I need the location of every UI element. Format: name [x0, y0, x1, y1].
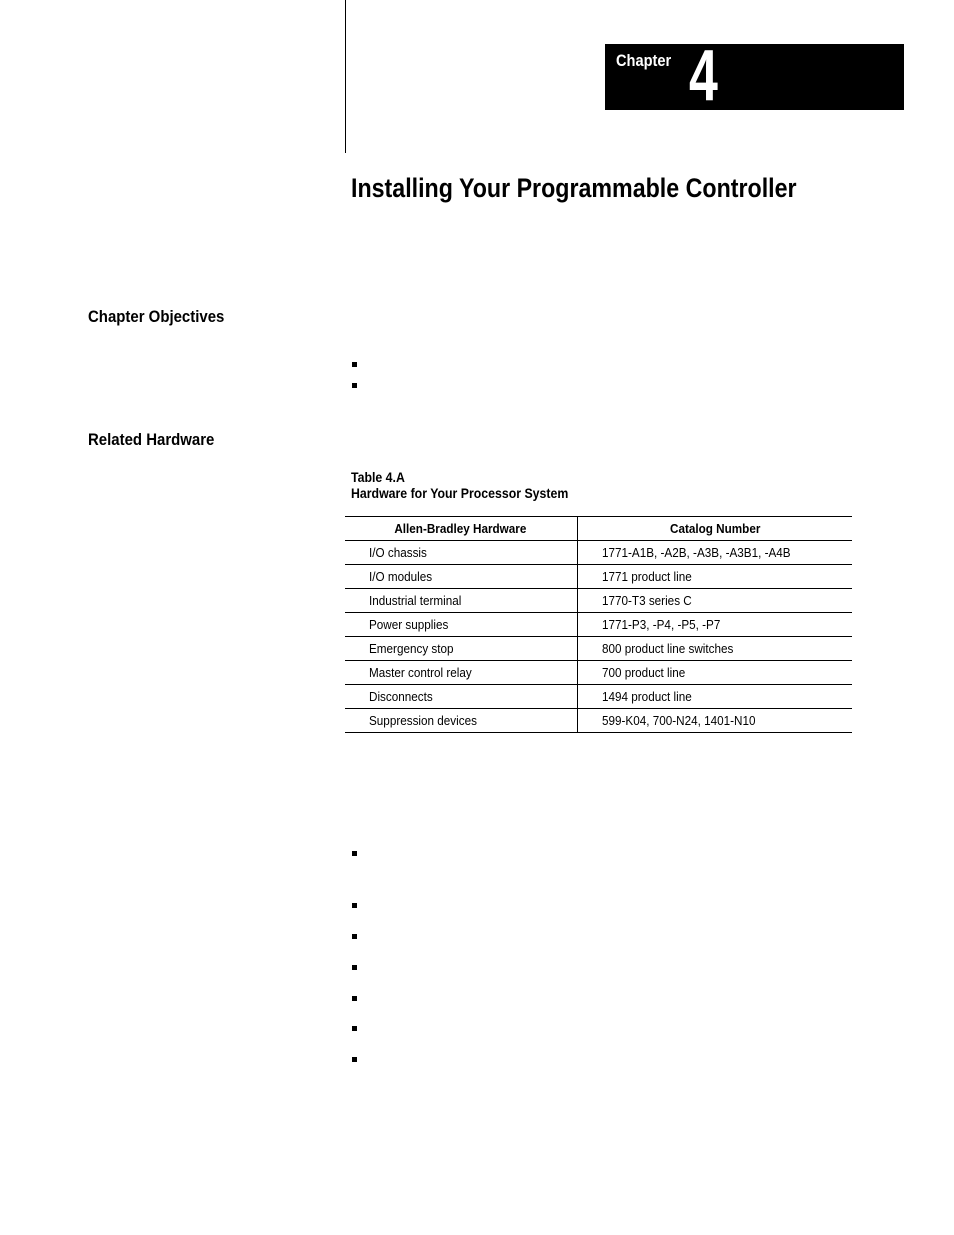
bullet-marker — [352, 996, 357, 1001]
column-header-hardware: Allen-Bradley Hardware — [345, 517, 577, 541]
cell-catalog: 1771-A1B, -A2B, -A3B, -A3B1, -A4B — [577, 541, 852, 565]
page-title: Installing Your Programmable Controller — [351, 173, 797, 203]
cell-hardware: Industrial terminal — [345, 589, 577, 613]
cell-catalog: 1771 product line — [577, 565, 852, 589]
cell-catalog: 1494 product line — [577, 685, 852, 709]
table-number: Table 4.A — [351, 469, 405, 485]
bullet-marker — [352, 1026, 357, 1031]
chapter-label: Chapter — [616, 51, 672, 70]
table-row — [345, 589, 852, 613]
column-header-catalog: Catalog Number — [577, 517, 852, 541]
section-heading-objectives: Chapter Objectives — [88, 307, 225, 326]
table-row — [345, 541, 852, 565]
cell-hardware: Emergency stop — [345, 637, 577, 661]
chapter-tab — [605, 36, 904, 116]
cell-hardware: Suppression devices — [345, 709, 577, 733]
cell-hardware: I/O chassis — [345, 541, 577, 565]
bullet-marker — [352, 903, 357, 908]
margin-rule — [345, 0, 346, 153]
table-row — [345, 709, 852, 733]
cell-hardware: I/O modules — [345, 565, 577, 589]
table-caption — [351, 469, 568, 501]
cell-hardware: Disconnects — [345, 685, 577, 709]
bullet-marker — [352, 362, 357, 367]
cell-catalog: 1770-T3 series C — [577, 589, 852, 613]
cell-catalog: 800 product line switches — [577, 637, 852, 661]
bullet-marker — [352, 965, 357, 970]
table-row — [345, 565, 852, 589]
cell-hardware: Power supplies — [345, 613, 577, 637]
cell-catalog: 1771-P3, -P4, -P5, -P7 — [577, 613, 852, 637]
table-row — [345, 685, 852, 709]
table-row — [345, 637, 852, 661]
table-title: Hardware for Your Processor System — [351, 485, 569, 501]
table-row — [345, 661, 852, 685]
table-row — [345, 613, 852, 637]
table-header-row — [345, 517, 852, 541]
hardware-table — [345, 516, 852, 733]
bullet-marker — [352, 934, 357, 939]
bullet-marker — [352, 383, 357, 388]
bullet-marker — [352, 1057, 357, 1062]
section-heading-hardware: Related Hardware — [88, 430, 215, 449]
cell-hardware: Master control relay — [345, 661, 577, 685]
chapter-number: 4 — [689, 36, 718, 116]
cell-catalog: 700 product line — [577, 661, 852, 685]
bullet-marker — [352, 851, 357, 856]
cell-catalog: 599-K04, 700-N24, 1401-N10 — [577, 709, 852, 733]
